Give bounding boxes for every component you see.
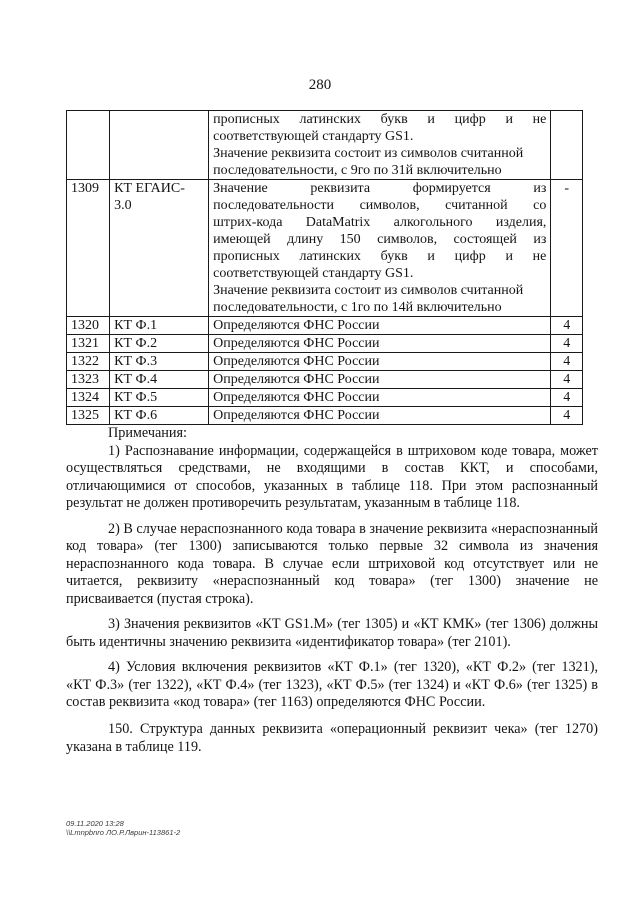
description-cell: Определяются ФНС России (209, 371, 551, 389)
count-cell: 4 (551, 317, 583, 335)
count-cell (551, 111, 583, 180)
name-line: КТ ЕГАИС- (114, 181, 185, 196)
desc-line: Значение реквизита формируется из (213, 181, 547, 196)
desc-line: последовательности символов, считанной со (213, 198, 547, 213)
table-row (67, 180, 583, 317)
name-line: 3.0 (114, 198, 132, 213)
table-row (67, 111, 583, 180)
note-item: 3) Значения реквизитов «КТ GS1.M» (тег 1305) и «КТ КМК» (тег 1306) должны быть идентичны значению реквизита «идентификатор товара» (тег 2101). (66, 616, 598, 650)
tag-cell: 1325 (67, 407, 110, 425)
name-cell (110, 180, 209, 317)
name-cell: КТ Ф.2 (110, 335, 209, 353)
footer-path: \\Lmnpbnro ЛО.Р.Лврин-113861-2 (66, 828, 181, 837)
tag-cell: 1323 (67, 371, 110, 389)
name-cell (110, 111, 209, 180)
tag-cell (67, 111, 110, 180)
section-150 (66, 721, 598, 756)
notes-heading: Примечания: (108, 425, 187, 441)
name-cell: КТ Ф.1 (110, 317, 209, 335)
name-cell: КТ Ф.6 (110, 407, 209, 425)
desc-line: соответствующей стандарту GS1. (213, 266, 414, 281)
desc-line: последовательности, с 1го по 14й включительно (213, 300, 502, 315)
desc-line: Значение реквизита состоит из символов считанной (213, 146, 524, 161)
table-row (67, 353, 583, 371)
tag-cell: 1324 (67, 389, 110, 407)
description-cell: Определяются ФНС России (209, 353, 551, 371)
description-cell (209, 180, 551, 317)
tag-cell: 1322 (67, 353, 110, 371)
count-cell: 4 (551, 389, 583, 407)
name-cell: КТ Ф.5 (110, 389, 209, 407)
tag-cell: 1320 (67, 317, 110, 335)
desc-line: последовательности, с 9го по 31й включительно (213, 163, 502, 178)
desc-line: имеющей длину 150 символов, состоящей из (213, 232, 547, 247)
notes-section (66, 425, 598, 712)
description-cell: Определяются ФНС России (209, 317, 551, 335)
note-item: 4) Условия включения реквизитов «КТ Ф.1» (тег 1320), «КТ Ф.2» (тег 1321), «КТ Ф.3» (тег 1322), «КТ Ф.4» (тег 1323), «КТ Ф.5» (тег 1324) и «КТ Ф.6» (тег 1325) в состав реквизита «код товара» (тег 1163) определяются ФНС России. (66, 659, 598, 710)
table-row (67, 317, 583, 335)
tag-cell: 1309 (67, 180, 110, 317)
count-cell: 4 (551, 407, 583, 425)
note-item: 1) Распознавание информации, содержащейся в штриховом коде товара, может осуществляться средствами, не входящими в состав ККТ, и способами, отличающимися от способов, указанных в таблице 118. При этом распознанный результат не должен противоречить результатам, указанным в таблице 118. (66, 442, 598, 511)
footer-stamp (66, 819, 180, 837)
count-cell: 4 (551, 353, 583, 371)
requisites-table (66, 110, 583, 425)
note-item: 2) В случае нераспознанного кода товара в значение реквизита «нераспознанный код товара» (тег 1300) записываются только первые 32 символа из значения нераспознанного кода товара. В случае если штриховой код отсутствует или не читается, реквизиту «нераспознанный код товара» (тег 1300) значение не присваивается (пустая строка). (66, 520, 598, 607)
table-row (67, 371, 583, 389)
table-row (67, 335, 583, 353)
name-cell: КТ Ф.4 (110, 371, 209, 389)
description-cell: Определяются ФНС России (209, 407, 551, 425)
desc-line: штрих-кода DataMatrix алкогольного изделия, (213, 215, 547, 230)
description-cell: Определяются ФНС России (209, 335, 551, 353)
desc-line: Значение реквизита состоит из символов считанной (213, 283, 524, 298)
count-cell: 4 (551, 335, 583, 353)
tag-cell: 1321 (67, 335, 110, 353)
description-cell: Определяются ФНС России (209, 389, 551, 407)
page-number: 280 (308, 77, 332, 93)
description-cell (209, 111, 551, 180)
section-paragraph: 150. Структура данных реквизита «операционный реквизит чека» (тег 1270) указана в таблице 119. (66, 721, 598, 755)
table-row (67, 389, 583, 407)
desc-line: соответствующей стандарту GS1. (213, 129, 414, 144)
count-cell: 4 (551, 371, 583, 389)
table-row (67, 407, 583, 425)
name-cell: КТ Ф.3 (110, 353, 209, 371)
desc-line: прописных латинских букв и цифр и не (213, 249, 547, 264)
desc-line: прописных латинских букв и цифр и не (213, 112, 547, 127)
count-cell: - (551, 180, 583, 317)
footer-date: 09.11.2020 13:28 (66, 819, 124, 828)
